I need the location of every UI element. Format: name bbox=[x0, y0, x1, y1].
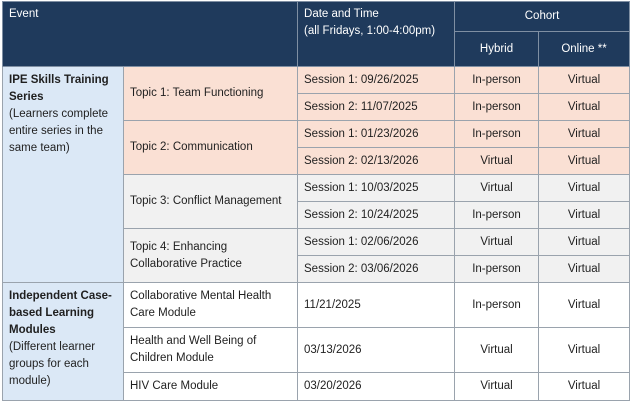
event-modules-title: Independent Case-based Learning Modules bbox=[9, 290, 112, 336]
event-ipe-series-note: (Learners complete entire series in the same team) bbox=[9, 108, 109, 154]
event-modules-note: (Different learner groups for each module) bbox=[9, 341, 96, 387]
header-hybrid: Hybrid bbox=[455, 32, 539, 67]
module-date: 11/21/2025 bbox=[298, 283, 455, 328]
header-date-time bbox=[298, 2, 455, 67]
hybrid-mode: In-person bbox=[455, 94, 539, 121]
online-mode: Virtual bbox=[539, 121, 630, 148]
topic-1-label: Topic 1: Team Functioning bbox=[124, 67, 298, 121]
module-label: HIV Care Module bbox=[124, 373, 298, 401]
online-mode: Virtual bbox=[539, 202, 630, 229]
table-row bbox=[3, 283, 630, 328]
online-mode: Virtual bbox=[539, 256, 630, 283]
hybrid-mode: In-person bbox=[455, 67, 539, 94]
hybrid-mode: Virtual bbox=[455, 229, 539, 256]
session-date: Session 2: 11/07/2025 bbox=[298, 94, 455, 121]
event-modules bbox=[3, 283, 124, 401]
event-ipe-series bbox=[3, 67, 124, 283]
header-cohort: Cohort bbox=[455, 2, 630, 32]
table-row bbox=[3, 67, 630, 94]
session-date: Session 2: 10/24/2025 bbox=[298, 202, 455, 229]
session-date: Session 1: 10/03/2025 bbox=[298, 175, 455, 202]
hybrid-mode: In-person bbox=[455, 202, 539, 229]
online-mode: Virtual bbox=[539, 373, 630, 401]
session-date: Session 1: 02/06/2026 bbox=[298, 229, 455, 256]
online-mode: Virtual bbox=[539, 229, 630, 256]
session-date: Session 1: 09/26/2025 bbox=[298, 67, 455, 94]
hybrid-mode: Virtual bbox=[455, 373, 539, 401]
hybrid-mode: Virtual bbox=[455, 328, 539, 373]
hybrid-mode: In-person bbox=[455, 256, 539, 283]
online-mode: Virtual bbox=[539, 67, 630, 94]
header-event: Event bbox=[3, 2, 298, 67]
module-date: 03/20/2026 bbox=[298, 373, 455, 401]
hybrid-mode: Virtual bbox=[455, 175, 539, 202]
session-date: Session 2: 03/06/2026 bbox=[298, 256, 455, 283]
online-mode: Virtual bbox=[539, 148, 630, 175]
topic-3-label: Topic 3: Conflict Management bbox=[124, 175, 298, 229]
online-mode: Virtual bbox=[539, 175, 630, 202]
hybrid-mode: Virtual bbox=[455, 148, 539, 175]
hybrid-mode: In-person bbox=[455, 283, 539, 328]
session-date: Session 1: 01/23/2026 bbox=[298, 121, 455, 148]
online-mode: Virtual bbox=[539, 94, 630, 121]
online-mode: Virtual bbox=[539, 283, 630, 328]
header-online: Online ** bbox=[539, 32, 630, 67]
topic-2-label: Topic 2: Communication bbox=[124, 121, 298, 175]
header-date-time-note: (all Fridays, 1:00-4:00pm) bbox=[304, 25, 436, 37]
online-mode: Virtual bbox=[539, 328, 630, 373]
event-ipe-series-title: IPE Skills Training Series bbox=[9, 74, 109, 103]
module-label: Health and Well Being of Children Module bbox=[124, 328, 298, 373]
module-date: 03/13/2026 bbox=[298, 328, 455, 373]
session-date: Session 2: 02/13/2026 bbox=[298, 148, 455, 175]
schedule-table bbox=[2, 1, 630, 401]
header-date-time-label: Date and Time bbox=[304, 8, 379, 20]
hybrid-mode: In-person bbox=[455, 121, 539, 148]
topic-4-label: Topic 4: Enhancing Collaborative Practice bbox=[124, 229, 298, 283]
module-label: Collaborative Mental Health Care Module bbox=[124, 283, 298, 328]
